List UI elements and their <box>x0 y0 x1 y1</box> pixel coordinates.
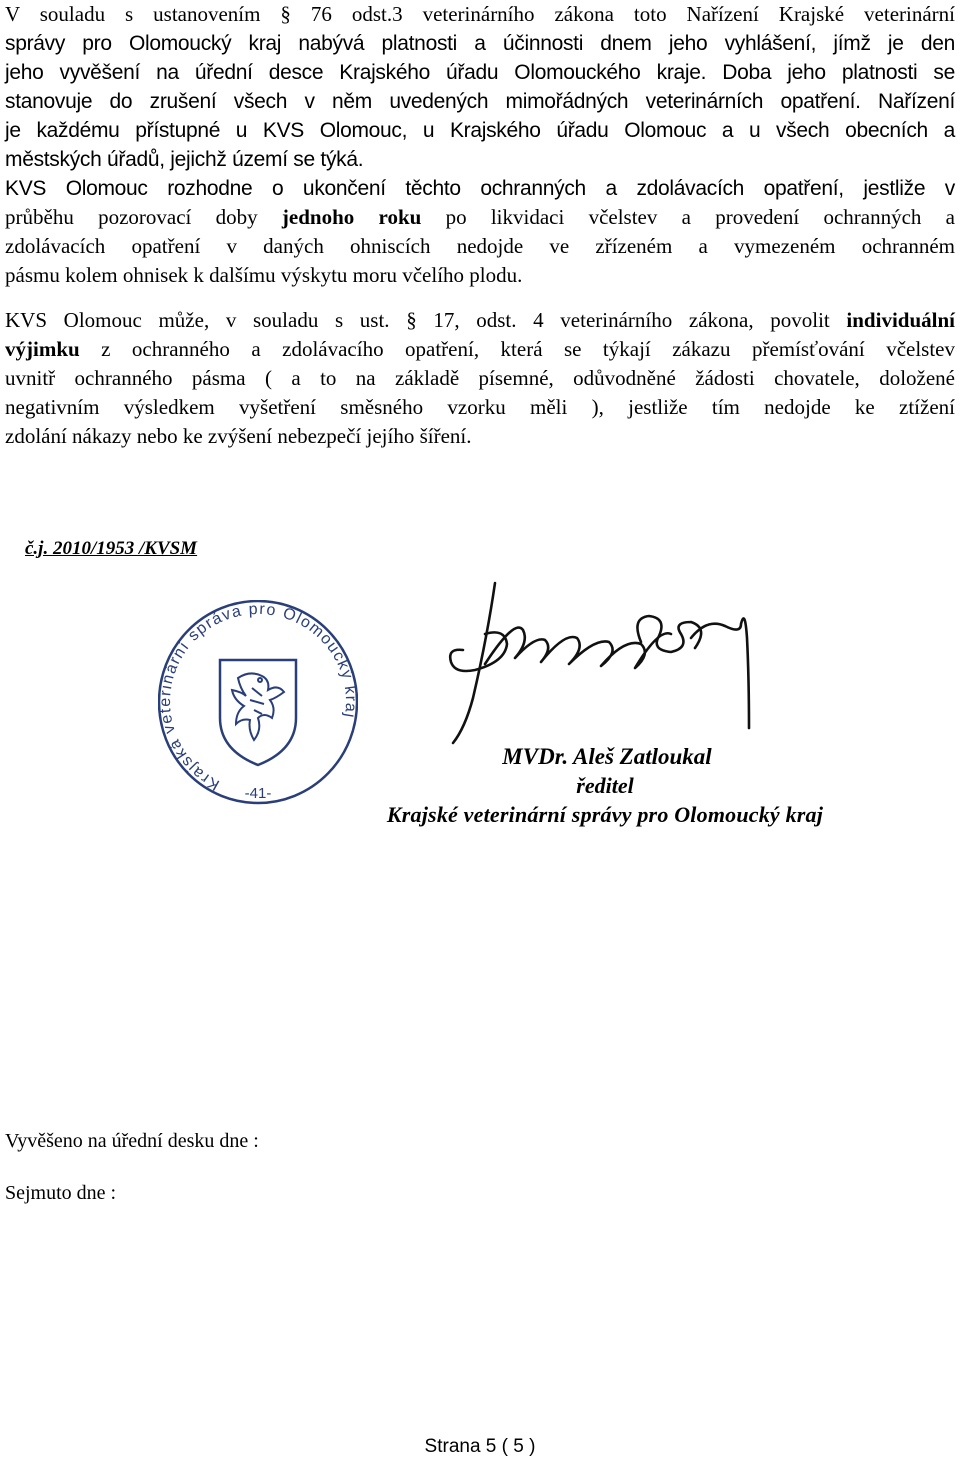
paragraph-1-line: je každému přístupné u KVS Olomouc, u Krajského úřadu Olomouc a u všech obecních a <box>5 119 955 142</box>
text-span: z ochranného a zdolávacího opatření, která se týkají zákazu přemísťování včelstev <box>79 337 955 361</box>
text-span: průběhu pozorovací doby <box>5 205 282 229</box>
emphasis-exception: výjimku <box>5 337 80 361</box>
paragraph-1-line: jeho vyvěšení na úřední desce Krajského úřadu Olomouckého kraje. Doba jeho platnosti se <box>5 61 955 84</box>
handwritten-signature <box>445 578 765 748</box>
paragraph-1-line: V souladu s ustanovením § 76 odst.3 veterinárního zákona toto Nařízení Krajské veterinární <box>5 2 955 26</box>
paragraph-3-line: negativním výsledkem vyšetření směsného vzorku měli ), jestliže tím nedojde ke ztížení <box>5 395 955 419</box>
text-span: KVS Olomouc může, v souladu s ust. § 17, odst. 4 veterinárního zákona, povolit <box>5 308 847 332</box>
paragraph-1-line: stanovuje do zrušení všech v něm uvedených mimořádných veterinárních opatření. Nařízení <box>5 90 955 113</box>
paragraph-3-line <box>5 306 955 335</box>
signature-graphic <box>445 578 765 748</box>
signatory-organization: Krajské veterinární správy pro Olomoucký kraj <box>386 802 824 827</box>
paragraph-3-line <box>5 335 955 364</box>
signatory-title: ředitel <box>576 773 634 798</box>
posted-date-label: Vyvěšeno na úřední desku dne : <box>5 1130 259 1152</box>
official-stamp <box>158 600 358 805</box>
paragraph-1-line: správy pro Olomoucký kraj nabývá platnosti a účinnosti dnem jeho vyhlášení, jímž je den <box>5 32 955 55</box>
page-number: Strana 5 ( 5 ) <box>424 1436 536 1457</box>
paragraph-3-line: uvnitř ochranného pásma ( a to na základě písemné, odůvodněné žádosti chovatele, doložené <box>5 366 955 390</box>
stamp-number: -41- <box>244 785 272 802</box>
text-span: po likvidaci včelstev a provedení ochranných a <box>421 205 955 229</box>
stamp-graphic <box>158 600 358 805</box>
paragraph-2-line: zdolávacích opatření v daných ohniscích nedojde ve zřízeném a vymezeném ochranném <box>5 234 955 258</box>
emphasis-one-year: jednoho roku <box>281 205 422 229</box>
reference-number: č.j. 2010/1953 /KVSM <box>25 538 198 559</box>
removed-date-label: Sejmuto dne : <box>5 1182 117 1204</box>
signatory-name: MVDr. Aleš Zatloukal <box>502 744 712 769</box>
paragraph-1-line: městských úřadů, jejichž území se týká. <box>5 148 364 171</box>
signatory-block <box>355 742 855 830</box>
paragraph-2-line: pásmu kolem ohnisek k dalšímu výskytu moru včelího plodu. <box>5 263 523 287</box>
paragraph-3-line: zdolání nákazy nebo ke zvýšení nebezpečí jejího šíření. <box>5 424 472 448</box>
paragraph-2-line <box>5 203 955 232</box>
stamp-text: Krajská veterinární správa pro Olomoucký kraj <box>158 600 358 794</box>
eagle-emblem-icon <box>232 673 284 740</box>
paragraph-2-line: KVS Olomouc rozhodne o ukončení těchto ochranných a zdolávacích opatření, jestliže v <box>5 177 955 200</box>
emphasis-individual: individuální <box>846 308 955 332</box>
